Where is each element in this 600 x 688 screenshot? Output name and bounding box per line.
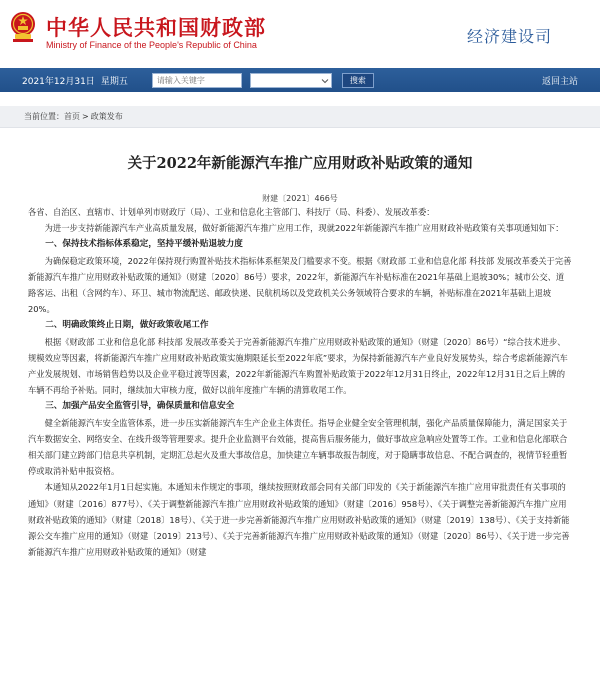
current-weekday: 星期五 — [100, 76, 128, 87]
section-heading: 一、保持技术指标体系稳定，坚持平缓补贴退坡力度 — [45, 239, 243, 250]
ministry-name-cn: 中华人民共和国财政部 — [46, 15, 266, 40]
section-heading: 三、加强产品安全监管引导，确保质量和信息安全 — [45, 401, 235, 412]
document-number: 财建〔2021〕466号 — [262, 194, 338, 203]
article-body — [0, 204, 600, 560]
department-name[interactable]: 经济建设司 — [466, 27, 552, 46]
current-date: 2021年12月31日 — [22, 76, 95, 87]
return-home-link[interactable]: 返回主站 — [541, 77, 578, 87]
site-header — [0, 0, 600, 68]
breadcrumb-separator: > — [82, 112, 89, 121]
breadcrumb-home-link[interactable]: 首页 — [64, 112, 80, 121]
breadcrumb — [0, 106, 600, 128]
section-paragraph: 为确保稳定政策环境，2022年保持现行购置补贴技术指标体系框架及门槛要求不变。根据《财政部 工业和信息化部 科技部 发展改革委关于完善新能源汽车推广应用财政补贴政策的通知》（财建〔2020〕86号）要求，2022年，新能源汽车补贴标准在2021年基础上退坡30%；城市公交、道路客运、出租（含网约车）、环卫、城市物流配送、邮政快递、民航机场以及党政机关公务领域符合要求的车辆，补贴标准在2021年基础上退坡20%。 — [28, 255, 572, 315]
breadcrumb-current[interactable]: 政策发布 — [90, 112, 123, 121]
section-paragraph: 根据《财政部 工业和信息化部 科技部 发展改革委关于完善新能源汽车推广应用财政补贴政策的通知》（财建〔2020〕86号）“综合技术进步、规模效应等因素，将新能源汽车推广应用财政补贴政策实施期限延长至2022年底”要求，为保持新能源汽车产业良好发展势头，综合考虑新能源汽车产业发展规划、市场销售趋势以及企业平稳过渡等因素，2022年新能源汽车购置补贴政策于2022年12月31日终止，2022年12月31日之后上牌的车辆不再给予补贴。同时，继续加大审核力度，做好以前年度推广车辆的清算收尾工作。 — [28, 336, 568, 396]
national-emblem-icon — [8, 10, 38, 44]
search-scope-select[interactable] — [250, 73, 332, 88]
search-button[interactable]: 搜索 — [342, 73, 374, 88]
ministry-name-en: Ministry of Finance of the People's Republic of China — [46, 40, 257, 50]
chevron-down-icon — [321, 77, 329, 85]
breadcrumb-prefix: 当前位置： — [24, 112, 64, 121]
article-title: 关于2022年新能源汽车推广应用财政补贴政策的通知 — [127, 155, 473, 172]
top-nav-bar — [0, 68, 600, 92]
addressee: 各省、自治区、直辖市、计划单列市财政厅（局）、工业和信息化主管部门、科技厅（局、科委）、发展改革委： — [28, 207, 435, 217]
section-heading: 二、明确政策终止日期，做好政策收尾工作 — [45, 320, 209, 331]
intro-paragraph: 为进一步支持新能源汽车产业高质量发展，做好新能源汽车推广应用工作，现就2022年新能源汽车推广应用财政补贴政策有关事项通知如下： — [44, 223, 564, 234]
section-paragraph: 健全新能源汽车安全监管体系，进一步压实新能源汽车生产企业主体责任。指导企业健全安全管理机制，强化产品质量保障能力，满足国家关于汽车数据安全、网络安全、在线升级等管理要求。提升企业监测平台效能，提高售后服务能力，做好事故应急响应处置等工作。工业和信息化部联合相关部门建立跨部门信息共享机制，定期汇总起火及重大事故信息，加快建立车辆事故报告制度，对于隐瞒事故信息、不配合调查的，视情节轻重暂停或取消补贴申报资格。 — [28, 417, 568, 477]
search-input[interactable] — [152, 73, 242, 88]
closing-paragraph: 本通知从2022年1月1日起实施。本通知未作规定的事项，继续按照财政部会同有关部门印发的《关于新能源汽车推广应用审批责任有关事项的通知》（财建〔2016〕877号）、《关于调整新能源汽车推广应用财政补贴政策的通知》（财建〔2016〕958号）、《关于调整完善新能源汽车推广应用财政补贴政策的通知》（财建〔2018〕18号）、《关于进一步完善新能源汽车推广应用财政补贴政策的通知》（财建〔2019〕138号）、《关于支持新能源公交车推广应用的通知》（财建〔2019〕213号）、《关于完善新能源汽车推广应用财政补贴政策的通知》（财建〔2020〕86号）、《关于进一步完善新能源汽车推广应用财政补贴政策的通知》（财建 — [28, 482, 570, 558]
